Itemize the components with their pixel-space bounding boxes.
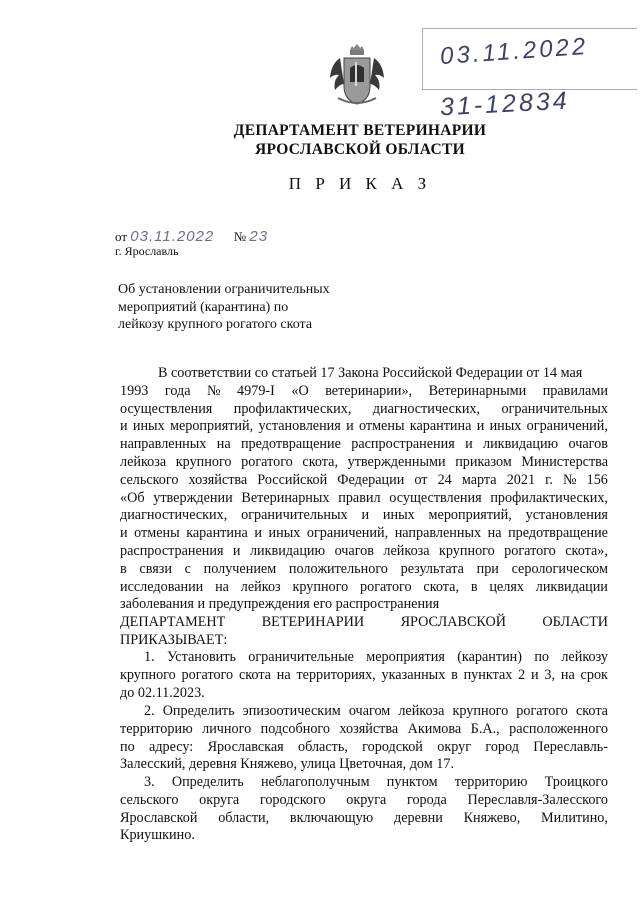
paragraph-line: [120, 561, 608, 579]
word: и: [361, 507, 370, 524]
number-prefix: №: [233, 229, 247, 244]
word: рогатого: [181, 666, 234, 683]
word: на: [215, 578, 229, 595]
word: направленных: [120, 436, 207, 453]
item-line: Криушкино.: [120, 827, 195, 844]
word: Российской: [257, 471, 328, 488]
word: с: [184, 560, 191, 577]
subject-line: лейкозу крупного рогатого скота: [118, 317, 313, 332]
order-item-2: [120, 703, 608, 774]
word: включающую: [289, 809, 374, 826]
word: крупного: [452, 703, 509, 719]
city: г. Ярославль: [115, 244, 179, 258]
word: деревни: [394, 809, 443, 826]
word: 24: [437, 471, 452, 488]
word: предотвращение: [240, 436, 341, 453]
word: мероприятия: [366, 649, 445, 665]
word: 3.: [144, 774, 155, 790]
word: ликвидации: [535, 578, 608, 595]
word: Переславль-: [533, 738, 608, 755]
word: диагностических,: [120, 507, 228, 524]
word: ограничительные: [248, 649, 354, 665]
subject-line: мероприятий (карантина) по: [118, 299, 289, 315]
word: крупного: [439, 542, 495, 559]
word: лейкоза: [383, 542, 430, 559]
paragraph-line: [120, 472, 608, 490]
word: Княжево,: [463, 809, 521, 826]
word: и: [476, 418, 485, 435]
word: диагностических,: [372, 400, 481, 417]
word: городского: [259, 791, 326, 808]
order-number: 23: [249, 228, 269, 245]
word: 2.: [144, 703, 155, 719]
word: хозяйства: [188, 471, 248, 488]
word: сельского: [120, 791, 179, 808]
order-subject: [118, 281, 378, 334]
word: правилами: [542, 382, 608, 399]
item-line: [120, 739, 608, 757]
word: по: [120, 738, 135, 755]
word: очагов: [334, 542, 374, 559]
word: скота,: [302, 453, 338, 470]
word: ликвидацию: [249, 542, 326, 559]
word: скота: [575, 703, 608, 719]
word: территорию: [454, 774, 528, 790]
word: Переславля-Залесского: [467, 791, 608, 808]
word: хозяйства: [339, 720, 399, 737]
word: ограничительных: [241, 507, 348, 524]
word: скота: [238, 666, 271, 683]
word: подсобного: [260, 720, 330, 737]
word: округа: [346, 791, 387, 808]
word: 4979-I: [237, 382, 275, 399]
word: ограничений,: [526, 418, 608, 435]
word: установления: [258, 418, 341, 435]
word: «О: [291, 382, 309, 399]
word: отмены: [358, 418, 405, 435]
word: по: [534, 649, 550, 665]
word: иных: [382, 507, 415, 524]
word: утвержденными: [347, 453, 446, 470]
word: и: [254, 525, 262, 542]
word: Установить: [166, 649, 236, 665]
word: установления: [525, 507, 608, 524]
word: Б.А.,: [470, 720, 500, 737]
word: иных: [489, 418, 522, 435]
word: территориях,: [296, 666, 376, 683]
word: карантина: [409, 418, 472, 435]
word: и: [531, 666, 539, 683]
department-name-line2: ЯРОСЛАВСКОЙ ОБЛАСТИ: [255, 141, 465, 158]
word: №: [562, 471, 577, 488]
word: ВЕТЕРИНАРИИ: [261, 614, 365, 631]
paragraph-line: [120, 490, 608, 508]
word: 3,: [544, 666, 556, 683]
word: исследовании: [120, 578, 204, 595]
word: Милитино,: [541, 809, 608, 826]
word: крупного: [120, 666, 176, 683]
paragraph-line: [120, 436, 608, 454]
word: Акимова: [407, 720, 462, 737]
word: г.: [545, 471, 553, 488]
word: лейкозу: [561, 649, 608, 665]
order-date: 03.11.2022: [130, 228, 215, 245]
word: Ветеринарными: [428, 382, 527, 399]
word: предотвращение: [508, 525, 608, 542]
word: профилактических,: [233, 400, 352, 417]
item-line: [120, 810, 608, 828]
coat-of-arms-icon: [326, 38, 388, 112]
word: пунктом: [386, 774, 438, 790]
word: на: [560, 666, 575, 683]
word: осуществления: [389, 489, 482, 506]
word: 1.: [144, 649, 155, 665]
word: правил: [338, 489, 381, 506]
word: и: [120, 525, 128, 542]
word: иных: [132, 418, 165, 435]
order-item-1: [120, 649, 608, 702]
word: Ярославская: [207, 738, 284, 755]
word: очагом: [348, 703, 391, 719]
word: рогатого: [504, 542, 556, 559]
word: ветеринарии»,: [325, 382, 413, 399]
word: результата: [400, 560, 464, 577]
word: ликвидацию: [483, 436, 559, 453]
word: области,: [218, 809, 270, 826]
word: и: [465, 436, 473, 453]
word: утверждении: [153, 489, 233, 506]
registration-stamp: [418, 24, 640, 124]
word: и: [346, 418, 354, 435]
word: Ветеринарных: [241, 489, 330, 506]
paragraph-line: [120, 579, 608, 597]
word: область,: [297, 738, 348, 755]
word: личного: [202, 720, 252, 737]
item-line: [120, 792, 608, 810]
paragraph-line: [120, 383, 608, 401]
item-line: [120, 703, 608, 721]
document-type: П Р И К А З: [288, 174, 432, 193]
word: срок: [580, 666, 608, 683]
word: рогатого: [360, 578, 412, 595]
word: серологическом: [511, 560, 608, 577]
item-line: [120, 667, 608, 685]
word: 1993: [120, 382, 149, 399]
word: на: [487, 525, 502, 542]
word: городской: [362, 738, 423, 755]
word: 2: [518, 666, 526, 683]
word: мероприятий,: [428, 507, 512, 524]
word: в: [470, 578, 478, 595]
word: пунктах: [463, 666, 513, 683]
word: крупного: [292, 578, 349, 595]
word: «Об: [120, 489, 145, 506]
word: крупного: [175, 453, 232, 470]
paragraph-line: [120, 401, 608, 419]
word: очагов: [568, 436, 608, 453]
word: №: [207, 382, 221, 399]
word: лейкоза: [120, 453, 167, 470]
word: Министерства: [521, 453, 608, 470]
word: иных: [268, 525, 301, 542]
paragraph-line: [120, 543, 608, 561]
word: адресу:: [149, 738, 194, 755]
paragraph-line: [120, 454, 608, 472]
word: округа: [199, 791, 240, 808]
word: ДЕПАРТАМЕНТ: [120, 614, 226, 631]
word: на: [216, 436, 231, 453]
word: профилактических,: [490, 489, 608, 506]
word: положительного: [288, 560, 388, 577]
word: и: [120, 418, 128, 435]
word: осуществления: [120, 400, 213, 417]
date-number-line: [115, 228, 268, 245]
paragraph-line: заболевания и предупреждения его распространения: [120, 596, 440, 613]
paragraph-line: [120, 418, 608, 436]
word: ограничений,: [306, 525, 389, 542]
word: 156: [586, 471, 608, 488]
paragraph-line: [120, 507, 608, 525]
word: Определить: [171, 774, 244, 790]
word: от: [414, 471, 428, 488]
subject-line: Об установлении ограничительных: [118, 282, 330, 297]
word: ЯРОСЛАВСКОЙ: [400, 614, 507, 631]
word: лейкоза: [398, 703, 445, 719]
word: расположенного: [509, 720, 608, 737]
word: (карантин): [457, 649, 522, 665]
word: территорию: [120, 720, 193, 737]
item-line: [120, 774, 608, 792]
word: связи: [139, 560, 172, 577]
word: распространения: [120, 542, 224, 559]
word: неблагополучным: [260, 774, 370, 790]
word: при: [476, 560, 499, 577]
paragraph-line: [120, 525, 608, 543]
word: распространения: [351, 436, 455, 453]
word: в: [120, 560, 127, 577]
word: лейкоз: [240, 578, 281, 595]
word: марта: [461, 471, 497, 488]
order-intro-line: [120, 614, 608, 632]
word: получением: [203, 560, 277, 577]
word: Ярославской: [120, 809, 198, 826]
order-intro-line: ПРИКАЗЫВАЕТ:: [120, 631, 228, 648]
word: карантина: [186, 525, 248, 542]
word: округ: [437, 738, 472, 755]
word: года: [164, 382, 191, 399]
word: Федерации: [337, 471, 405, 488]
word: эпизоотическим: [242, 703, 341, 719]
word: Троицкого: [544, 774, 608, 790]
preamble-paragraph: [120, 365, 608, 650]
word: ОБЛАСТИ: [542, 614, 608, 631]
word: в: [451, 666, 458, 683]
word: рогатого: [516, 703, 568, 719]
item-line: [120, 721, 608, 739]
item-line: [120, 649, 608, 667]
word: и: [232, 542, 241, 559]
stamp-number-handwritten: 31-12834: [439, 86, 571, 122]
date-prefix: от: [115, 229, 128, 244]
stamp-date-handwritten: 03.11.2022: [439, 32, 590, 71]
word: рогатого: [241, 453, 293, 470]
word: город: [485, 738, 519, 755]
word: приказом: [455, 453, 512, 470]
item-line: до 02.11.2023.: [120, 684, 205, 701]
word: на: [276, 666, 291, 683]
word: города: [406, 791, 447, 808]
word: целях: [489, 578, 524, 595]
word: отмены: [134, 525, 180, 542]
word: скота,: [423, 578, 460, 595]
word: 2021: [506, 471, 536, 488]
word: мероприятий,: [169, 418, 254, 435]
word: ограничительных: [501, 400, 608, 417]
item-line: Залесский, деревня Княжево, улица Цветочная, дом 17.: [120, 756, 455, 773]
word: Определить: [162, 703, 235, 719]
order-item-3: [120, 774, 608, 845]
word: указанных: [381, 666, 446, 683]
word: сельского: [120, 471, 179, 488]
department-name-line1: ДЕПАРТАМЕНТ ВЕТЕРИНАРИИ: [233, 122, 487, 139]
word: направленных: [394, 525, 482, 542]
word: скота»,: [565, 542, 608, 559]
paragraph-line: В соответствии со статьей 17 Закона Российской Федерации от 14 мая: [158, 365, 583, 381]
